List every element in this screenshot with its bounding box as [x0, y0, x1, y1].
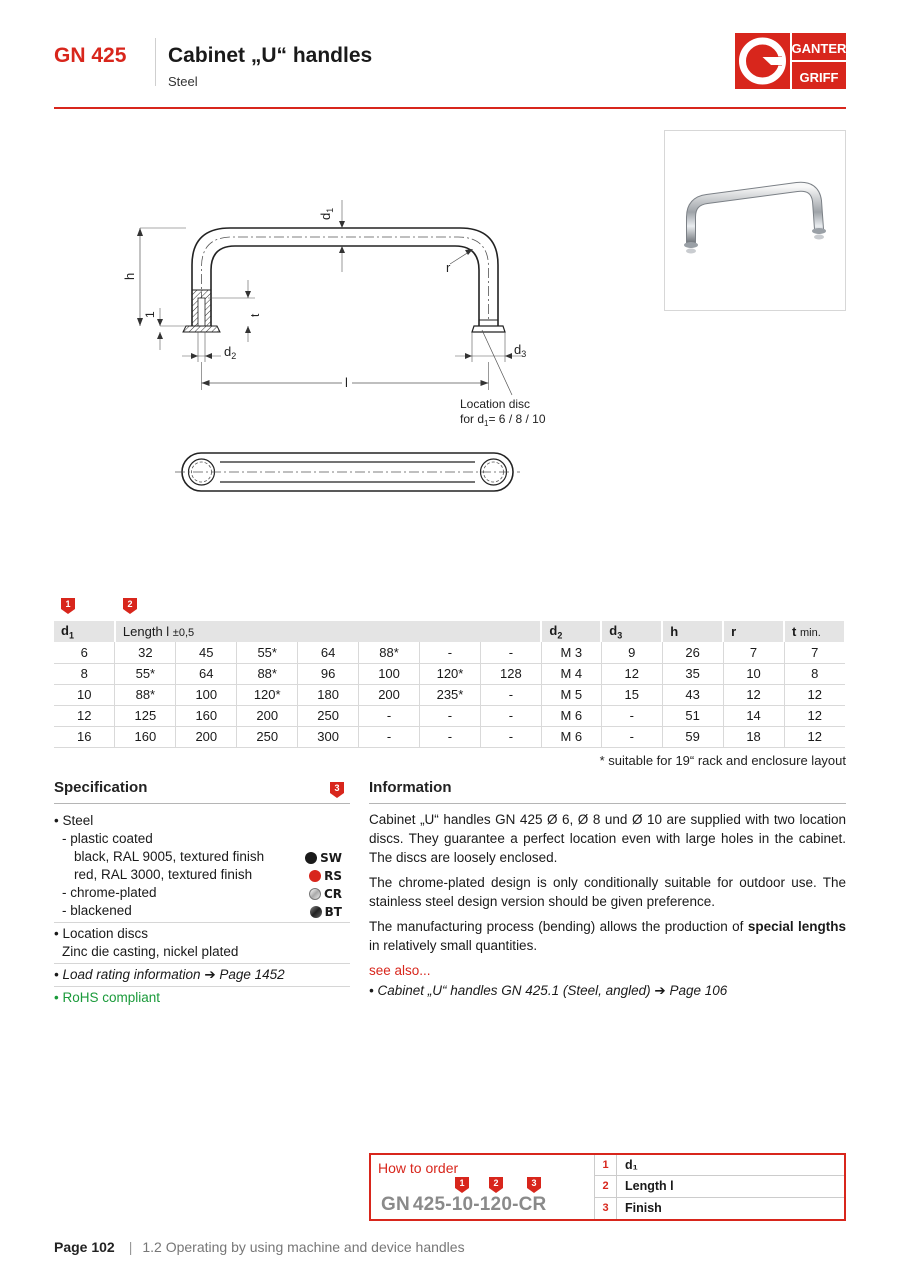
- table-cell: M 4: [541, 663, 601, 684]
- logo-text-bottom: GRIFF: [799, 70, 839, 85]
- spec-location-discs: • Location discs: [54, 926, 149, 941]
- label-d3: $d_3$: [514, 342, 527, 359]
- table-cell: M 6: [541, 705, 601, 726]
- table-row: [54, 642, 845, 663]
- information-title: Information: [369, 779, 452, 796]
- table-cell: 125: [115, 705, 176, 726]
- info-paragraph-2: The chrome-plated design is only conditionally suitable for outdoor use. The stainless steel design version should be given preference.: [369, 875, 846, 909]
- info-paragraph-3: The manufacturing process (bending) allows the production of special lengths in relatively small quantities.: [369, 919, 846, 953]
- header-h: h: [662, 621, 723, 642]
- label-t: t: [248, 313, 262, 317]
- specification-list: [54, 810, 350, 1009]
- table-cell: -: [359, 705, 420, 726]
- table-cell: 96: [298, 663, 359, 684]
- page-number: Page 102: [54, 1239, 115, 1255]
- table-cell: 64: [298, 642, 359, 663]
- order-example: [371, 1155, 595, 1219]
- order-legend-row: 1 d₁: [595, 1155, 844, 1176]
- table-row: [54, 705, 845, 726]
- table-cell: 32: [115, 642, 176, 663]
- table-row: [54, 663, 845, 684]
- product-code: GN 425: [54, 44, 127, 67]
- spec-group-discs: [54, 923, 350, 964]
- finish-sw: SW: [305, 849, 342, 867]
- table-footnote: * suitable for 19“ rack and enclosure layout: [599, 753, 846, 768]
- table-cell: 7: [723, 642, 784, 663]
- information-rule: [369, 803, 846, 804]
- order-legend-row: 2 Length l: [595, 1176, 844, 1197]
- label-location-for: for $d_1= 6 / 8 / 10$: [460, 412, 546, 428]
- spec-group-steel: [54, 810, 350, 923]
- table-cell: 6: [54, 642, 115, 663]
- header-r: r: [723, 621, 784, 642]
- table-cell: -: [480, 684, 541, 705]
- page-header: [54, 38, 846, 108]
- spec-chrome: - chrome-plated CR: [62, 885, 342, 901]
- table-cell: 180: [298, 684, 359, 705]
- table-cell: M 5: [541, 684, 601, 705]
- table-cell: 12: [784, 705, 845, 726]
- table-cell: 12: [54, 705, 115, 726]
- marker-1: 1: [61, 598, 75, 614]
- label-l: l: [345, 375, 348, 390]
- table-cell: -: [420, 705, 481, 726]
- table-cell: 12: [723, 684, 784, 705]
- order-marker-3: 3: [527, 1177, 541, 1193]
- table-cell: 55*: [237, 642, 298, 663]
- label-h: h: [122, 272, 137, 280]
- order-legend-row: 3 Finish: [595, 1198, 844, 1219]
- table-cell: -: [359, 726, 420, 747]
- header-divider: [155, 38, 156, 86]
- table-cell: 8: [54, 663, 115, 684]
- header-rule: [54, 107, 846, 109]
- how-to-order-box: [369, 1153, 846, 1221]
- table-cell: -: [480, 705, 541, 726]
- header-d1: $d_1$: [54, 621, 115, 642]
- table-cell: 160: [176, 705, 237, 726]
- black-swatch-icon: [305, 852, 317, 864]
- table-cell: 8: [784, 663, 845, 684]
- order-code: GN 425-10-120-CR: [381, 1194, 547, 1215]
- dimensions-table: [54, 621, 846, 748]
- label-1: 1: [143, 311, 157, 318]
- marker-3: 3: [330, 782, 344, 798]
- header-d3: $d_3$: [601, 621, 662, 642]
- blackened-swatch-icon: [310, 906, 322, 918]
- table-cell: 55*: [115, 663, 176, 684]
- spec-steel: • Steel: [54, 813, 94, 828]
- information-text: [369, 810, 846, 1006]
- spec-black: black, RAL 9005, textured finish SW: [74, 849, 342, 865]
- table-cell: 14: [723, 705, 784, 726]
- table-cell: 9: [601, 642, 662, 663]
- spec-blackened: - blackened BT: [62, 903, 342, 919]
- table-cell: 7: [784, 642, 845, 663]
- label-r: r: [446, 260, 451, 275]
- table-cell: 64: [176, 663, 237, 684]
- table-cell: -: [420, 726, 481, 747]
- finish-bt: BT: [310, 903, 342, 921]
- spec-group-rohs: [54, 987, 350, 1009]
- table-cell: 160: [115, 726, 176, 747]
- table-cell: -: [601, 705, 662, 726]
- label-d2: $d_2$: [224, 344, 237, 361]
- see-also-link[interactable]: • Cabinet „U“ handles GN 425.1 (Steel, angled) ➔ Page 106: [369, 983, 728, 998]
- label-d1: $d_1$: [318, 207, 335, 220]
- header-d2: $d_2$: [541, 621, 601, 642]
- table-cell: 43: [662, 684, 723, 705]
- table-cell: 59: [662, 726, 723, 747]
- spec-load-rating-link[interactable]: • Load rating information ➔ Page 1452: [54, 967, 285, 982]
- order-marker-1: 1: [455, 1177, 469, 1193]
- table-cell: -: [601, 726, 662, 747]
- specification-title: Specification: [54, 779, 148, 796]
- finish-rs: RS: [309, 867, 342, 885]
- chrome-swatch-icon: [309, 888, 321, 900]
- table-header-row: [54, 621, 845, 642]
- see-also-label: see also...: [369, 963, 431, 978]
- table-cell: 51: [662, 705, 723, 726]
- table-cell: 250: [298, 705, 359, 726]
- handle-photo-illustration: [665, 131, 845, 310]
- specification-rule: [54, 803, 350, 804]
- table-cell: 100: [176, 684, 237, 705]
- spec-zinc: Zinc die casting, nickel plated: [62, 944, 239, 959]
- header-length: Length l ±0,5: [115, 621, 541, 642]
- order-title: How to order: [378, 1160, 459, 1176]
- table-cell: 12: [784, 726, 845, 747]
- page-footer: Page 102 | 1.2 Operating by using machine and device handles: [54, 1239, 465, 1255]
- product-photo: [664, 130, 846, 311]
- order-marker-2: 2: [489, 1177, 503, 1193]
- table-cell: 88*: [359, 642, 420, 663]
- page-subtitle: Steel: [168, 74, 198, 89]
- table-cell: 300: [298, 726, 359, 747]
- table-cell: 200: [176, 726, 237, 747]
- table-cell: 15: [601, 684, 662, 705]
- ganter-logo: [735, 33, 846, 89]
- table-cell: 10: [723, 663, 784, 684]
- spec-plastic-coated: - plastic coated: [62, 831, 153, 846]
- finish-cr: CR: [309, 885, 342, 903]
- table-cell: -: [480, 726, 541, 747]
- spec-red: red, RAL 3000, textured finish RS: [74, 867, 342, 883]
- table-cell: 12: [784, 684, 845, 705]
- table-cell: -: [420, 642, 481, 663]
- logo-text-top: GANTER: [791, 41, 846, 56]
- spec-rohs: • RoHS compliant: [54, 990, 161, 1005]
- table-row: [54, 684, 845, 705]
- info-paragraph-1: Cabinet „U“ handles GN 425 Ø 6, Ø 8 und Ø 10 are supplied with two location discs. They guarantee a perfect location even with large holes in the cabinet. The discs are loosely enclosed.: [369, 812, 846, 865]
- table-cell: 10: [54, 684, 115, 705]
- table-cell: 35: [662, 663, 723, 684]
- table-cell: 235*: [420, 684, 481, 705]
- table-cell: 250: [237, 726, 298, 747]
- table-cell: 18: [723, 726, 784, 747]
- table-cell: 45: [176, 642, 237, 663]
- spec-group-load: [54, 964, 350, 987]
- table-cell: 12: [601, 663, 662, 684]
- table-cell: 88*: [115, 684, 176, 705]
- table-cell: 120*: [237, 684, 298, 705]
- label-location-disc: Location disc: [460, 397, 531, 411]
- table-cell: 200: [359, 684, 420, 705]
- table-cell: -: [480, 642, 541, 663]
- table-cell: 200: [237, 705, 298, 726]
- table-cell: 128: [480, 663, 541, 684]
- technical-drawing: [120, 180, 590, 510]
- header-t: t min.: [784, 621, 845, 642]
- table-cell: M 6: [541, 726, 601, 747]
- page-title: Cabinet „U“ handles: [168, 44, 373, 67]
- table-cell: 16: [54, 726, 115, 747]
- table-cell: 88*: [237, 663, 298, 684]
- section-title: 1.2 Operating by using machine and device handles: [142, 1239, 465, 1255]
- table-cell: 100: [359, 663, 420, 684]
- table-cell: 120*: [420, 663, 481, 684]
- order-legend: [595, 1155, 844, 1219]
- red-swatch-icon: [309, 870, 321, 882]
- table-cell: 26: [662, 642, 723, 663]
- table-row: [54, 726, 845, 747]
- table-cell: M 3: [541, 642, 601, 663]
- marker-2: 2: [123, 598, 137, 614]
